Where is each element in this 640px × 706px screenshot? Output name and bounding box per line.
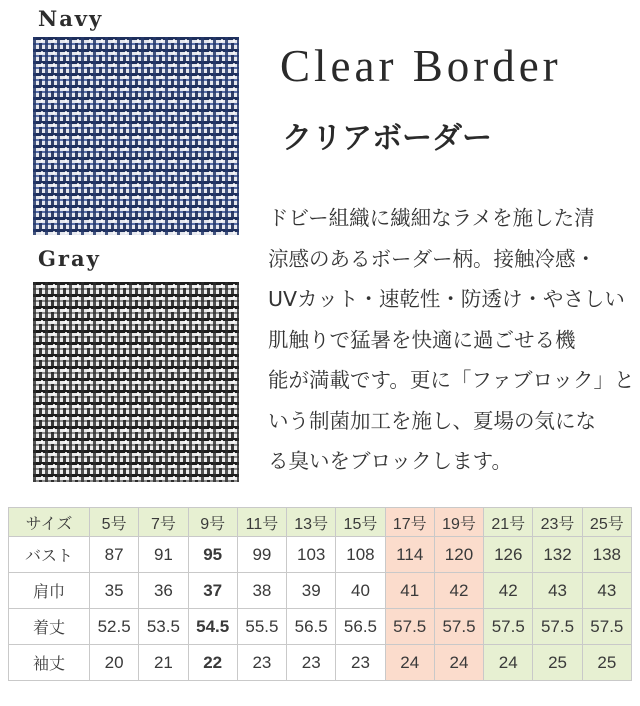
table-cell: 43 [582,573,631,609]
description-line: ドビー組織に繊細なラメを施した清 [268,206,595,230]
table-row [9,609,632,645]
table-cell: 40 [336,573,385,609]
product-description [268,198,635,482]
table-row [9,645,632,681]
table-cell: 87 [90,537,139,573]
table-cell: 39 [287,573,336,609]
header-cell: 5号 [90,508,139,537]
description-line: いう制菌加工を施し、夏場の気にな [268,408,596,433]
navy-fabric-swatch [33,37,239,235]
navy-swatch-label: Navy [38,6,104,31]
table-row [9,537,632,573]
header-cell: 17号 [385,508,434,537]
table-cell: 22 [188,645,237,681]
header-cell: 7号 [139,508,188,537]
table-cell: 24 [434,645,483,681]
table-cell: 43 [533,573,582,609]
header-cell: 11号 [237,508,286,537]
table-cell: 24 [484,645,533,681]
table-cell: 53.5 [139,609,188,645]
table-cell: 23 [287,645,336,681]
table-cell: 114 [385,537,434,573]
header-cell: 25号 [582,508,631,537]
table-cell: 35 [90,573,139,609]
table-cell: 108 [336,537,385,573]
gray-swatch-label: Gray [38,246,101,271]
product-title: Clear Border [280,41,562,91]
row-label: 肩巾 [9,573,90,609]
product-subtitle: クリアボーダー [282,121,492,156]
table-cell: 42 [484,573,533,609]
table-cell: 54.5 [188,609,237,645]
table-cell: 57.5 [434,609,483,645]
header-cell: 21号 [484,508,533,537]
header-cell: 9号 [188,508,237,537]
header-cell: 23号 [533,508,582,537]
table-cell: 91 [139,537,188,573]
table-cell: 103 [287,537,336,573]
header-cell: 19号 [434,508,483,537]
table-cell: 57.5 [582,609,631,645]
table-cell: 41 [385,573,434,609]
header-cell: 15号 [336,508,385,537]
table-cell: 23 [336,645,385,681]
table-cell: 36 [139,573,188,609]
table-cell: 56.5 [336,609,385,645]
table-cell: 42 [434,573,483,609]
table-cell: 20 [90,645,139,681]
table-row [9,573,632,609]
table-cell: 24 [385,645,434,681]
table-cell: 23 [237,645,286,681]
table-cell: 57.5 [533,609,582,645]
description-line: 能が満載です。更に「ファブロック」と [268,368,635,392]
table-cell: 52.5 [90,609,139,645]
table-cell: 21 [139,645,188,681]
table-cell: 57.5 [484,609,533,645]
row-label: 着丈 [9,609,90,645]
table-cell: 95 [188,537,237,573]
table-cell: 120 [434,537,483,573]
description-line: 涼感のあるボーダー柄。接触冷感・ [268,246,596,271]
table-cell: 55.5 [237,609,286,645]
description-line: UVカット・速乾性・防透け・やさしい [268,287,625,311]
table-cell: 99 [237,537,286,573]
table-cell: 57.5 [385,609,434,645]
table-cell: 25 [582,645,631,681]
table-cell: 38 [237,573,286,609]
header-cell: 13号 [287,508,336,537]
size-table [8,507,632,681]
table-cell: 37 [188,573,237,609]
description-line: 肌触りで猛暑を快適に過ごせる機 [268,327,576,352]
table-cell: 138 [582,537,631,573]
table-cell: 126 [484,537,533,573]
header-cell: サイズ [9,508,90,537]
description-line: る臭いをブロックします。 [268,449,512,473]
size-table-header-row [9,508,632,537]
table-cell: 132 [533,537,582,573]
row-label: バスト [9,537,90,573]
table-cell: 25 [533,645,582,681]
row-label: 袖丈 [9,645,90,681]
gray-fabric-swatch [33,282,239,482]
table-cell: 56.5 [287,609,336,645]
